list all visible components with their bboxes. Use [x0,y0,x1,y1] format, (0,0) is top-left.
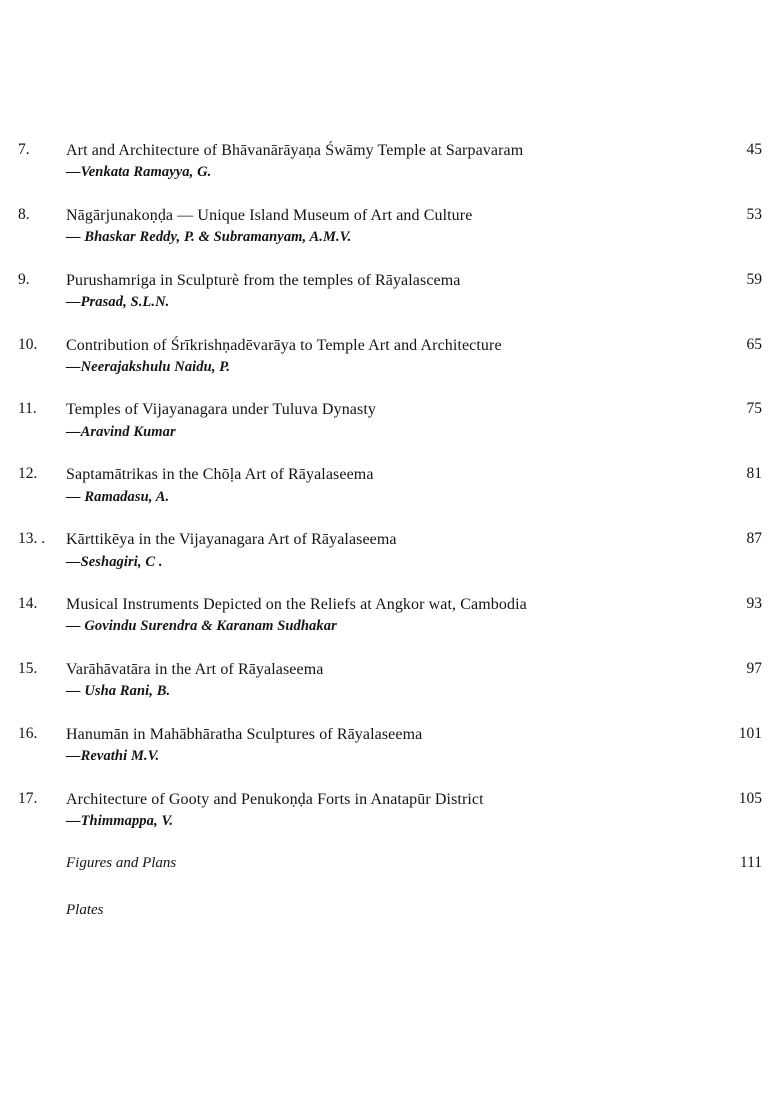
toc-entry [18,270,762,313]
toc-entry [18,789,762,832]
toc-entry-page-number: 87 [746,530,762,548]
toc-list [18,140,762,831]
toc-entry-author: — Usha Rani, B. [66,683,171,700]
toc-entry-number: 16. [18,724,38,742]
toc-entry [18,464,762,507]
toc-entry-page-number: 75 [746,400,762,418]
toc-entry-author: —Venkata Ramayya, G. [66,164,212,181]
toc-entry [18,399,762,442]
toc-entry-body [66,270,716,313]
toc-entry-author: —Seshagiri, C . [66,553,163,570]
toc-entry-page-number: 53 [746,205,762,223]
toc-entry-title: Kārttikēya in the Vijayanagara Art of Rāyalaseema [66,531,397,549]
toc-entry-page-number: 101 [738,724,762,742]
toc-entry-author: —Neerajakshulu Naidu, P. [66,359,231,376]
toc-entry [18,659,762,702]
toc-entry-body [66,335,716,378]
toc-entry-body [66,529,716,572]
toc-entry-number: 11. [18,400,37,418]
toc-entry-author: — Ramadasu, A. [66,488,170,505]
toc-entry-body [66,594,716,637]
toc-entry-body [66,205,716,248]
toc-entry-number: 17. [18,789,38,807]
toc-entry-author: —Revathi M.V. [66,748,160,765]
toc-entry-page-number: 59 [746,270,762,288]
toc-entry-number: 7. [18,141,30,158]
toc-entry-title: Hanumān in Mahābhāratha Sculptures of Rāyalaseema [66,725,423,743]
toc-extra-label: Figures and Plans [66,855,177,872]
toc-entry-title: Contribution of Śrīkrishṇadēvarāya to Temple Art and Architecture [66,336,502,354]
toc-entry-page-number: 81 [746,465,762,483]
toc-entry-title: Purushamriga in Sculpturè from the temples of Rāyalascema [66,271,461,289]
toc-entry-author: — Bhaskar Reddy, P. & Subramanyam, A.M.V. [66,229,352,246]
toc-entry-number: 12. [18,465,38,483]
toc-entry-author: —Thimmappa, V. [66,813,174,830]
toc-entry-author: —Aravind Kumar [66,423,176,440]
toc-entry [18,205,762,248]
toc-extra-page-number: 111 [739,854,762,872]
toc-entry [18,529,762,572]
toc-entry [18,335,762,378]
toc-entry-author: —Prasad, S.L.N. [66,294,170,311]
toc-entry [18,140,762,183]
toc-entry-page-number: 65 [746,335,762,353]
toc-entry-body [66,659,716,702]
toc-entry-number: 9. [18,270,30,288]
toc-entry-body [66,140,716,183]
toc-entry-title: Musical Instruments Depicted on the Reliefs at Angkor wat, Cambodia [66,596,527,614]
toc-entry-page-number: 93 [746,595,762,613]
toc-entry-title: Temples of Vijayanagara under Tuluva Dynasty [66,401,376,419]
toc-extra-entry-plates [18,900,762,920]
toc-entry-number: 15. [18,659,38,677]
toc-entry-title: Saptamātrikas in the Chōḷa Art of Rāyalaseema [66,466,374,484]
toc-entry-page-number: 45 [746,141,762,158]
toc-entry-body [66,789,716,832]
toc-entry [18,594,762,637]
toc-extra-label: Plates [66,902,104,919]
toc-entry-title: Varāhāvatāra in the Art of Rāyalaseema [66,660,324,678]
toc-entry-page-number: 105 [738,789,762,807]
toc-entry-title: Art and Architecture of Bhāvanārāyaṇa Śwāmy Temple at Sarpavaram [66,142,524,159]
toc-entry-body [66,399,716,442]
toc-entry-title: Architecture of Gooty and Penukoṇḍa Forts in Anatapūr District [66,790,484,808]
toc-entry-author: — Govindu Surendra & Karanam Sudhakar [66,618,337,635]
toc-entry-page-number: 97 [746,659,762,677]
toc-entry-body [66,724,716,767]
toc-extra-entry-figures [18,853,762,874]
toc-entry-title: Nāgārjunakoṇḍa — Unique Island Museum of Art and Culture [66,206,473,224]
toc-entry-number: 8. [18,205,30,223]
toc-entry-number: 14. [18,595,38,613]
toc-entry-number: 10. [18,335,38,353]
toc-entry-number: 13. . [18,530,46,548]
toc-entry [18,724,762,767]
toc-entry-body [66,464,716,507]
